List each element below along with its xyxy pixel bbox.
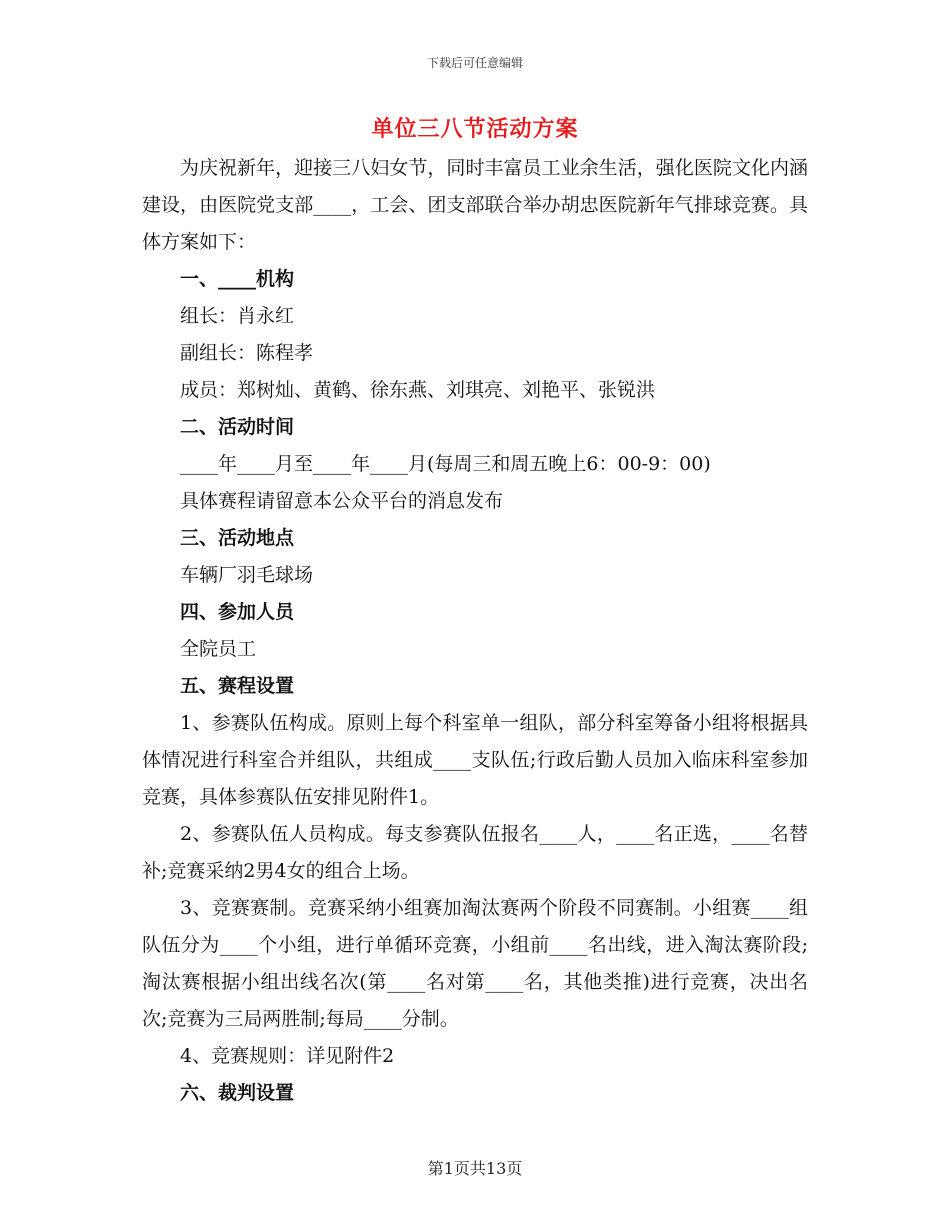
- section-heading-time: 二、活动时间: [180, 416, 295, 438]
- document-body: [142, 150, 808, 1112]
- section-heading-participants: 四、参加人员: [180, 601, 295, 623]
- header-note: 下载后可任意编辑: [426, 56, 523, 70]
- time-line: ____年____月至____年____月(每周三和周五晚上6：00-9：00): [180, 453, 711, 475]
- schedule-notice-line: 具体赛程请留意本公众平台的消息发布: [180, 490, 504, 512]
- page-number: 第1页共13页: [427, 1159, 523, 1178]
- schedule-paragraph-2: 2、参赛队伍人员构成。每支参赛队伍报名____人，____名正选，____名替补;竞赛采纳2男4女的组合上场。: [142, 823, 808, 882]
- schedule-paragraph-3: 3、竞赛赛制。竞赛采纳小组赛加淘汰赛两个阶段不同赛制。小组赛____组队伍分为____个小组，进行单循环竞赛，小组前____名出线，进入淘汰赛阶段;淘汰赛根据小组出线名次(第____名对第____名，其他类推)进行竞赛，决出名次;竞赛为三局两胜制;每局____分制。: [142, 897, 808, 1030]
- members-line: 成员：郑树灿、黄鹤、徐东燕、刘琪亮、刘艳平、张锐洪: [180, 379, 656, 401]
- participants-line: 全院员工: [180, 638, 257, 660]
- schedule-paragraph-1: 1、参赛队伍构成。原则上每个科室单一组队，部分科室筹备小组将根据具体情况进行科室合并组队，共组成____支队伍;行政后勤人员加入临床科室参加竞赛，具体参赛队伍安排见附件1。: [142, 712, 808, 808]
- schedule-paragraph-4: 4、竞赛规则：详见附件2: [180, 1045, 395, 1067]
- section-heading-organization: 一、____机构: [180, 268, 295, 290]
- section-heading-location: 三、活动地点: [180, 527, 295, 549]
- deputy-leader-line: 副组长：陈程孝: [180, 342, 314, 364]
- location-line: 车辆厂羽毛球场: [180, 564, 314, 586]
- section-heading-schedule: 五、赛程设置: [180, 675, 295, 697]
- document-title: 单位三八节活动方案: [371, 116, 579, 142]
- intro-paragraph: 为庆祝新年，迎接三八妇女节，同时丰富员工业余生活，强化医院文化内涵建设，由医院党支部____，工会、团支部联合举办胡忠医院新年气排球竞赛。具体方案如下：: [142, 157, 808, 253]
- leader-line: 组长：肖永红: [180, 305, 295, 327]
- section-heading-referees: 六、裁判设置: [180, 1082, 295, 1104]
